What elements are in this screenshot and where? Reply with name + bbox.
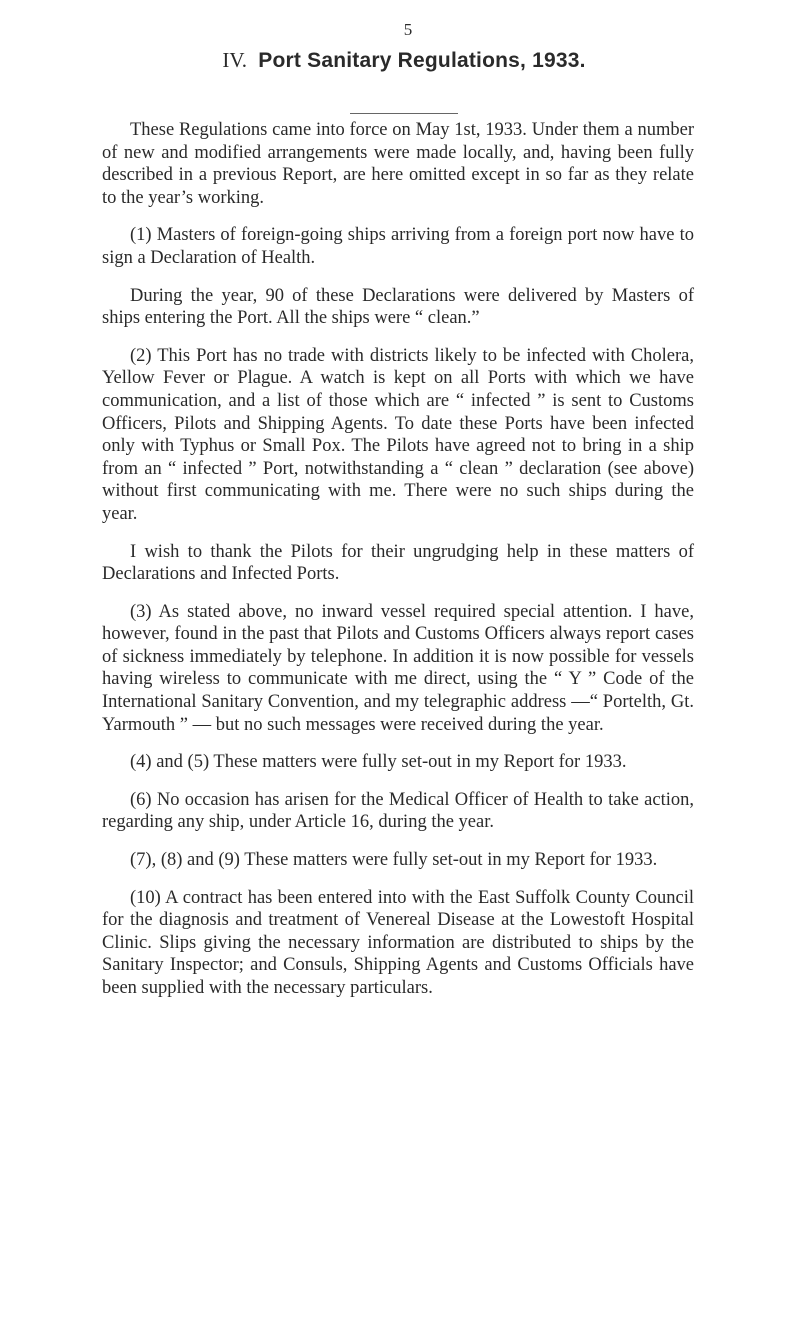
section-heading xyxy=(4,48,800,73)
paragraph-6: (6) No occasion has arisen for the Medical Officer of Health to take action, regarding any ship, under Article 16, during the year. xyxy=(102,789,694,833)
paragraph-declarations-delivered: During the year, 90 of these Declarations were delivered by Masters of ships entering the Port. All the ships were “ clean.” xyxy=(102,285,694,329)
section-numeral: IV. xyxy=(222,48,248,72)
paragraph-1-declaration: (1) Masters of foreign-going ships arriving from a foreign port now have to sign a Declaration of Health. xyxy=(102,225,694,268)
page-number: 5 xyxy=(403,20,413,39)
section-title: Port Sanitary Regulations, 1933. xyxy=(258,49,586,72)
body-text xyxy=(102,119,694,1015)
paragraph-7-8-9: (7), (8) and (9) These matters were fully set-out in my Report for 1933. xyxy=(130,850,658,871)
paragraph-4-5: (4) and (5) These matters were fully set-out in my Report for 1933. xyxy=(130,752,627,773)
paragraph-thanks-pilots: I wish to thank the Pilots for their ungrudging help in these matters of Declarations and Infected Ports. xyxy=(102,541,694,585)
paragraph-2-infected-ports: (2) This Port has no trade with districts likely to be infected with Cholera, Yellow Fever or Plague. A watch is kept on all Ports with which we have communication, and a list of those which are “ infected ” is sent to Customs Officers, Pilots and Shipping Agents. To date these Ports have been infected only with Typhus or Small Pox. The Pilots have agreed not to bring in a ship from an “ infected ” Port, notwithstanding a “ clean ” declaration (see above) without first communicating with me. There were no such ships during the year. xyxy=(102,345,694,524)
heading-divider xyxy=(0,101,800,119)
paragraph-10-venereal-disease: (10) A contract has been entered into with the East Suffolk County Council for the diagnosis and treatment of Venereal Disease at the Lowestoft Hospital Clinic. Slips giving the necessary information are distributed to ships by the Sanitary Inspector; and Consuls, Shipping Agents and Customs Officials have been supplied with the necessary particulars. xyxy=(102,887,694,998)
paragraph-intro: These Regulations came into force on May 1st, 1933. Under them a number of new and modified arrangements were made locally, and, having been fully described in a previous Report, are here omitted except in so far as they relate to the year’s working. xyxy=(102,120,694,208)
paragraph-3-wireless: (3) As stated above, no inward vessel required special attention. I have, however, found in the past that Pilots and Customs Officers always report cases of sickness immediately by telephone. In addition it is now possible for vessels having wireless to communicate with me direct, using the “ Y ” Code of the International Sanitary Convention, and my telegraphic address —“ Portelth, Gt. Yarmouth ” — but no such messages were received during the year. xyxy=(102,601,694,735)
